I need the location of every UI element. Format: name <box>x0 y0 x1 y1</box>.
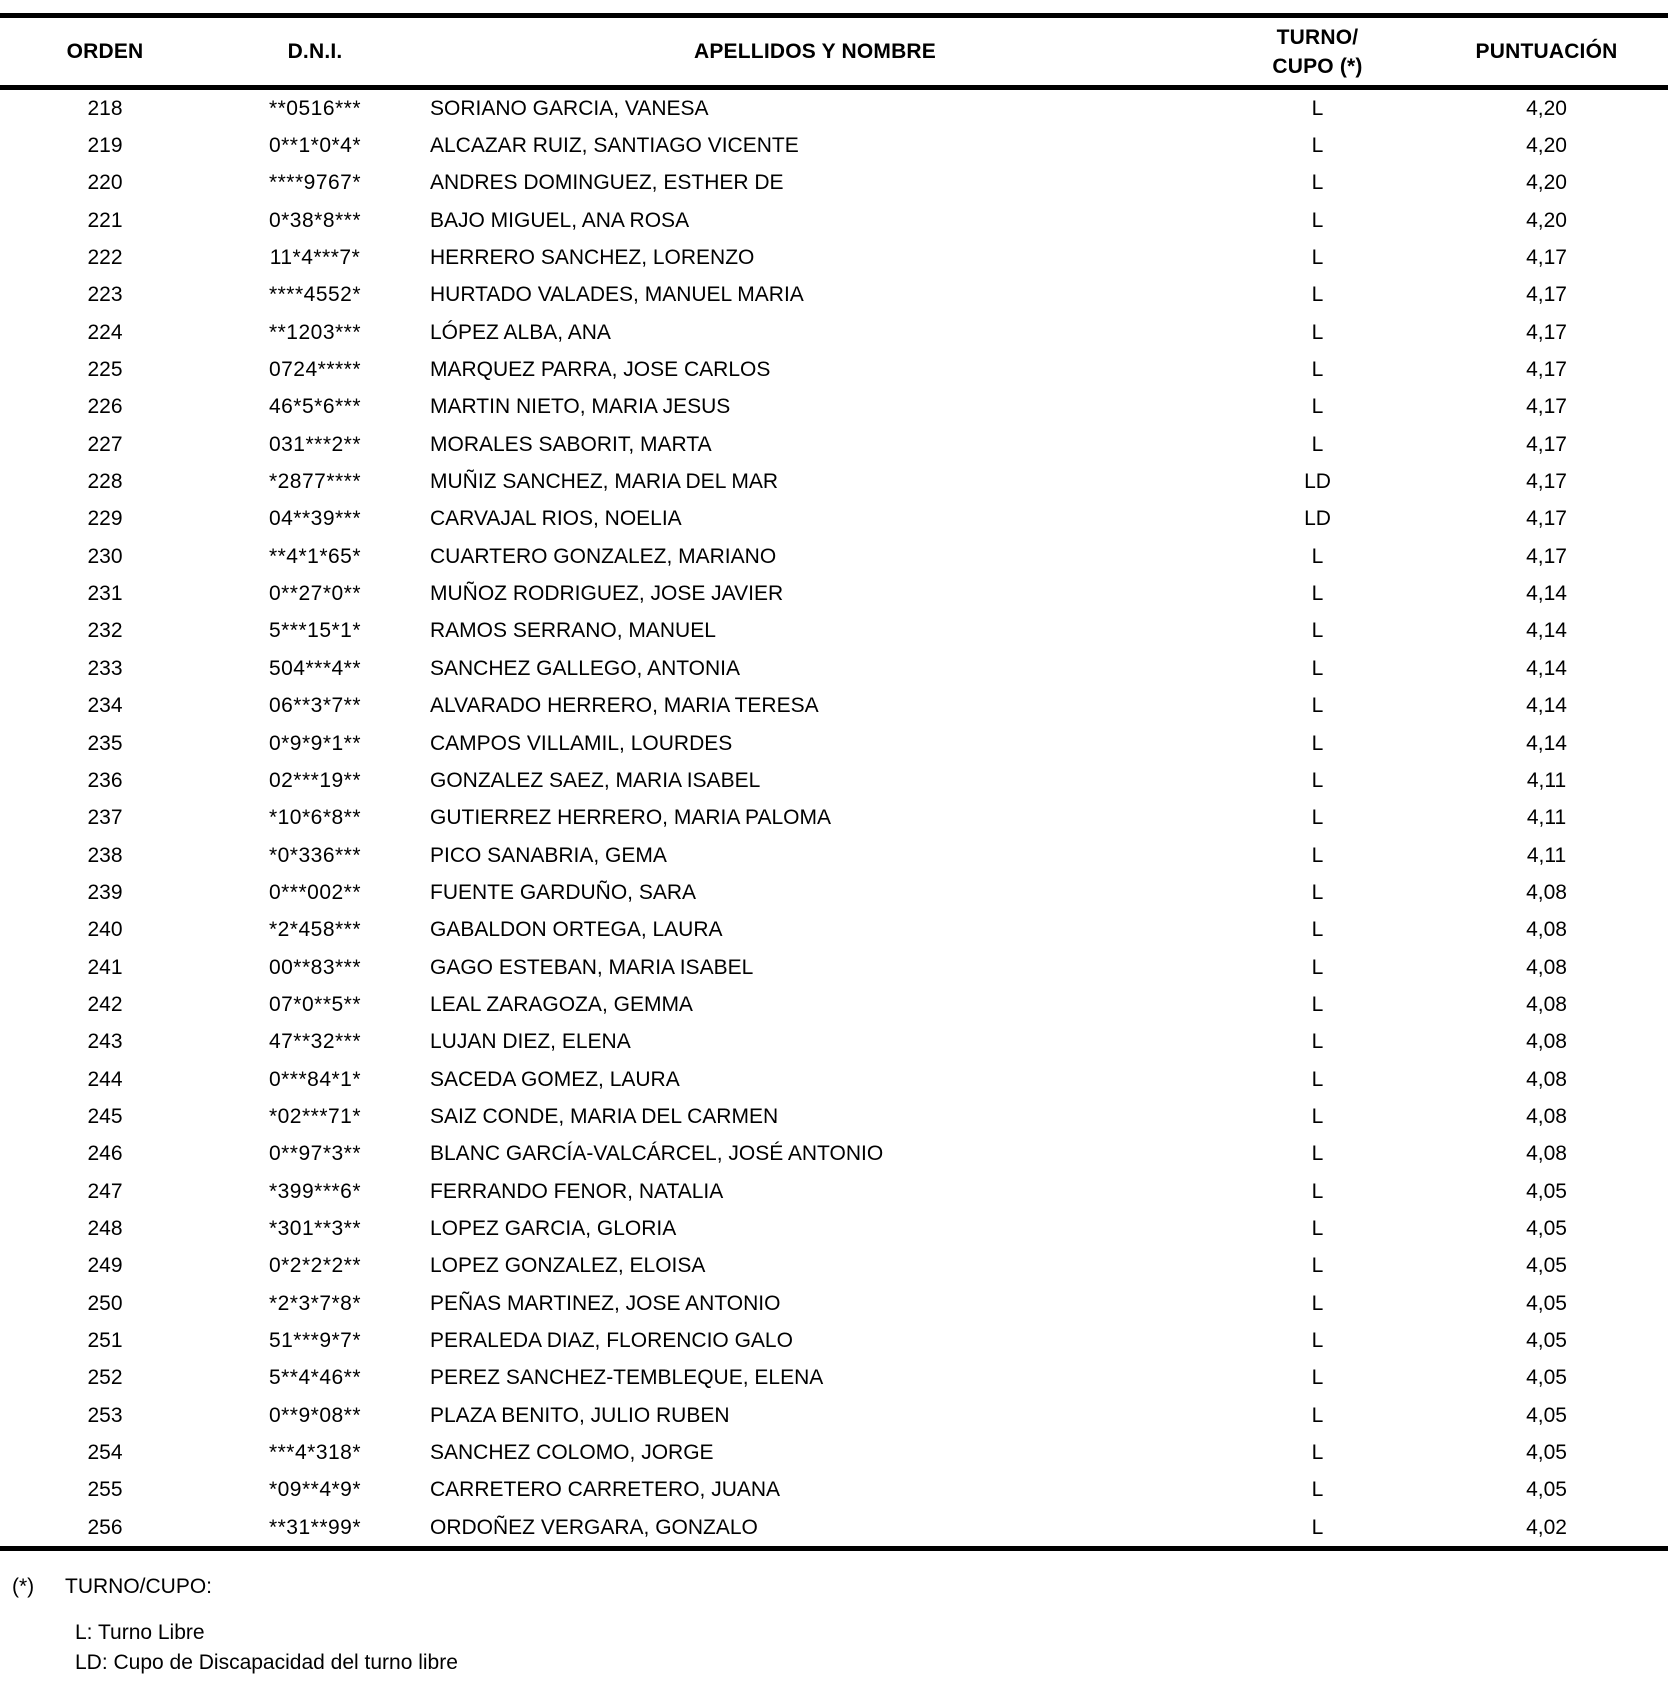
table-row <box>0 1360 1668 1397</box>
cell-nombre: HURTADO VALADES, MANUEL MARIA <box>430 283 804 307</box>
cell-nombre: BAJO MIGUEL, ANA ROSA <box>430 208 690 232</box>
cell-dni: *09**4*9* <box>268 1478 362 1502</box>
cell-orden: 230 <box>87 544 123 568</box>
cell-turno: L <box>1311 1254 1324 1278</box>
cell-dni: 5**4*46** <box>268 1366 362 1390</box>
table-row <box>0 1472 1668 1509</box>
table-row <box>0 912 1668 949</box>
footnote-item-ld: LD: Cupo de Discapacidad del turno libre <box>75 1651 458 1675</box>
cell-nombre: SANCHEZ COLOMO, JORGE <box>430 1441 714 1465</box>
header-nombre: APELLIDOS Y NOMBRE <box>420 16 1210 88</box>
table-row <box>0 538 1668 575</box>
table-row <box>0 725 1668 762</box>
footnote-item-l: L: Turno Libre <box>75 1621 205 1645</box>
cell-orden: 229 <box>87 507 123 531</box>
cell-turno: L <box>1311 208 1324 232</box>
cell-orden: 225 <box>87 358 123 382</box>
cell-orden: 246 <box>87 1142 123 1166</box>
cell-turno: L <box>1311 843 1324 867</box>
cell-nombre: SAIZ CONDE, MARIA DEL CARMEN <box>430 1104 779 1128</box>
cell-puntuacion: 4,11 <box>1526 843 1567 867</box>
cell-nombre: GONZALEZ SAEZ, MARIA ISABEL <box>430 768 761 792</box>
cell-nombre: PERALEDA DIAZ, FLORENCIO GALO <box>430 1329 793 1353</box>
cell-dni: **31**99* <box>268 1515 362 1539</box>
cell-puntuacion: 4,17 <box>1526 358 1567 382</box>
table-row <box>0 986 1668 1023</box>
cell-dni: 11*4***7* <box>269 246 361 270</box>
cell-orden: 235 <box>87 731 123 755</box>
cell-orden: 248 <box>87 1216 123 1240</box>
cell-orden: 256 <box>87 1515 123 1539</box>
table-row <box>0 88 1668 128</box>
table-row <box>0 613 1668 650</box>
cell-puntuacion: 4,20 <box>1526 208 1567 232</box>
cell-puntuacion: 4,17 <box>1526 470 1567 494</box>
cell-puntuacion: 4,05 <box>1526 1403 1567 1427</box>
header-orden: ORDEN <box>0 16 210 88</box>
table-row <box>0 1173 1668 1210</box>
table-row <box>0 1509 1668 1549</box>
cell-turno: L <box>1311 1441 1324 1465</box>
cell-puntuacion: 4,05 <box>1526 1254 1567 1278</box>
cell-dni: **4*1*65* <box>268 544 362 568</box>
cell-nombre: MUÑIZ SANCHEZ, MARIA DEL MAR <box>430 470 779 494</box>
cell-turno: L <box>1311 806 1324 830</box>
cell-dni: 46*5*6*** <box>268 395 362 419</box>
cell-turno: L <box>1311 992 1324 1016</box>
cell-turno: L <box>1311 96 1324 120</box>
cell-puntuacion: 4,05 <box>1526 1441 1567 1465</box>
table-row <box>0 501 1668 538</box>
cell-turno: LD <box>1304 507 1331 531</box>
cell-nombre: ORDOÑEZ VERGARA, GONZALO <box>430 1515 758 1539</box>
table-row <box>0 277 1668 314</box>
cell-nombre: ALCAZAR RUIZ, SANTIAGO VICENTE <box>430 134 799 158</box>
cell-dni: 47**32*** <box>268 1030 362 1054</box>
cell-dni: *399***6* <box>268 1179 362 1203</box>
table-row <box>0 165 1668 202</box>
cell-turno: L <box>1311 1366 1324 1390</box>
header-puntuacion: PUNTUACIÓN <box>1425 16 1668 88</box>
cell-dni: 5***15*1* <box>268 619 362 643</box>
table-row <box>0 1098 1668 1135</box>
cell-turno: L <box>1311 432 1324 456</box>
cell-dni: 0**9*08** <box>268 1403 362 1427</box>
cell-dni: **0516*** <box>268 96 362 120</box>
cell-orden: 232 <box>87 619 123 643</box>
cell-turno: L <box>1311 1403 1324 1427</box>
cell-orden: 250 <box>87 1291 123 1315</box>
cell-puntuacion: 4,14 <box>1526 656 1567 680</box>
cell-dni: ****4552* <box>268 283 362 307</box>
table-row <box>0 127 1668 164</box>
cell-puntuacion: 4,08 <box>1526 955 1567 979</box>
cell-puntuacion: 4,05 <box>1526 1291 1567 1315</box>
footnote-items <box>0 1618 1668 1678</box>
table-row <box>0 351 1668 388</box>
table-row <box>0 1285 1668 1322</box>
cell-nombre: LUJAN DIEZ, ELENA <box>430 1030 631 1054</box>
cell-nombre: CARVAJAL RIOS, NOELIA <box>430 507 682 531</box>
cell-nombre: FUENTE GARDUÑO, SARA <box>430 880 697 904</box>
cell-turno: L <box>1311 1067 1324 1091</box>
header-turno-line2: CUPO (*) <box>1272 54 1363 78</box>
cell-puntuacion: 4,08 <box>1526 992 1567 1016</box>
table-row <box>0 1248 1668 1285</box>
cell-nombre: MUÑOZ RODRIGUEZ, JOSE JAVIER <box>430 582 784 606</box>
footnote-marker: (*) <box>12 1575 35 1599</box>
cell-nombre: PEREZ SANCHEZ-TEMBLEQUE, ELENA <box>430 1366 824 1390</box>
cell-orden: 243 <box>87 1030 123 1054</box>
cell-turno: L <box>1311 358 1324 382</box>
cell-dni: 0*9*9*1** <box>268 731 362 755</box>
cell-nombre: CUARTERO GONZALEZ, MARIANO <box>430 544 777 568</box>
cell-dni: 02***19** <box>268 768 362 792</box>
cell-orden: 237 <box>87 806 123 830</box>
cell-dni: 0***002** <box>268 880 362 904</box>
cell-turno: L <box>1311 582 1324 606</box>
cell-turno: L <box>1311 1104 1324 1128</box>
cell-turno: L <box>1311 1216 1324 1240</box>
cell-dni: 07*0**5** <box>268 992 362 1016</box>
cell-puntuacion: 4,17 <box>1526 507 1567 531</box>
cell-puntuacion: 4,08 <box>1526 1104 1567 1128</box>
cell-puntuacion: 4,17 <box>1526 283 1567 307</box>
cell-dni: 51***9*7* <box>268 1329 362 1353</box>
cell-turno: L <box>1311 1142 1324 1166</box>
cell-orden: 234 <box>87 694 123 718</box>
cell-nombre: FERRANDO FENOR, NATALIA <box>430 1179 724 1203</box>
cell-orden: 226 <box>87 395 123 419</box>
cell-nombre: MORALES SABORIT, MARTA <box>430 432 712 456</box>
table-row <box>0 688 1668 725</box>
cell-dni: 0*2*2*2** <box>268 1254 362 1278</box>
footnote-title: TURNO/CUPO: <box>65 1575 212 1599</box>
cell-nombre: LÓPEZ ALBA, ANA <box>430 320 611 344</box>
cell-puntuacion: 4,05 <box>1526 1478 1567 1502</box>
table-row <box>0 1434 1668 1471</box>
cell-orden: 252 <box>87 1366 123 1390</box>
cell-turno: L <box>1311 1329 1324 1353</box>
cell-turno: L <box>1311 1291 1324 1315</box>
cell-nombre: CAMPOS VILLAMIL, LOURDES <box>430 731 733 755</box>
cell-orden: 228 <box>87 470 123 494</box>
cell-dni: 0724***** <box>268 358 362 382</box>
cell-orden: 222 <box>87 246 123 270</box>
cell-nombre: LOPEZ GONZALEZ, ELOISA <box>430 1254 706 1278</box>
cell-turno: L <box>1311 1478 1324 1502</box>
cell-puntuacion: 4,05 <box>1526 1216 1567 1240</box>
cell-orden: 255 <box>87 1478 123 1502</box>
cell-puntuacion: 4,08 <box>1526 918 1567 942</box>
cell-nombre: GABALDON ORTEGA, LAURA <box>430 918 723 942</box>
cell-turno: L <box>1311 768 1324 792</box>
cell-puntuacion: 4,20 <box>1526 171 1567 195</box>
cell-orden: 244 <box>87 1067 123 1091</box>
cell-dni: 0**97*3** <box>268 1142 362 1166</box>
cell-dni: ****9767* <box>268 171 362 195</box>
cell-dni: 0*38*8*** <box>268 208 362 232</box>
cell-orden: 219 <box>87 134 123 158</box>
cell-puntuacion: 4,11 <box>1526 768 1567 792</box>
cell-puntuacion: 4,05 <box>1526 1366 1567 1390</box>
cell-puntuacion: 4,17 <box>1526 544 1567 568</box>
cell-dni: *0*336*** <box>268 843 362 867</box>
cell-dni: *2*3*7*8* <box>268 1291 362 1315</box>
cell-dni: 0***84*1* <box>268 1067 362 1091</box>
cell-nombre: ANDRES DOMINGUEZ, ESTHER DE <box>430 171 784 195</box>
cell-nombre: PEÑAS MARTINEZ, JOSE ANTONIO <box>430 1291 781 1315</box>
results-table-header <box>0 16 1668 88</box>
cell-puntuacion: 4,14 <box>1526 582 1567 606</box>
cell-orden: 242 <box>87 992 123 1016</box>
cell-puntuacion: 4,17 <box>1526 246 1567 270</box>
cell-turno: L <box>1311 694 1324 718</box>
cell-nombre: MARQUEZ PARRA, JOSE CARLOS <box>430 358 771 382</box>
cell-turno: L <box>1311 246 1324 270</box>
cell-orden: 224 <box>87 320 123 344</box>
cell-dni: ***4*318* <box>268 1441 362 1465</box>
cell-turno: L <box>1311 1179 1324 1203</box>
cell-nombre: MARTIN NIETO, MARIA JESUS <box>430 395 731 419</box>
cell-nombre: SORIANO GARCIA, VANESA <box>430 96 709 120</box>
cell-orden: 245 <box>87 1104 123 1128</box>
cell-dni: 06**3*7** <box>268 694 362 718</box>
cell-turno: L <box>1311 656 1324 680</box>
cell-puntuacion: 4,20 <box>1526 96 1567 120</box>
cell-orden: 220 <box>87 171 123 195</box>
cell-dni: *301**3** <box>268 1216 362 1240</box>
cell-turno: L <box>1311 283 1324 307</box>
cell-orden: 240 <box>87 918 123 942</box>
header-turno-line1: TURNO/ <box>1276 25 1359 49</box>
cell-dni: **1203*** <box>268 320 362 344</box>
cell-nombre: PLAZA BENITO, JULIO RUBEN <box>430 1403 730 1427</box>
table-row <box>0 1136 1668 1173</box>
table-row <box>0 463 1668 500</box>
table-row <box>0 1024 1668 1061</box>
cell-turno: L <box>1311 544 1324 568</box>
cell-dni: 504***4** <box>268 656 362 680</box>
cell-turno: L <box>1311 320 1324 344</box>
cell-dni: *02***71* <box>268 1104 362 1128</box>
cell-puntuacion: 4,08 <box>1526 1142 1567 1166</box>
cell-puntuacion: 4,17 <box>1526 432 1567 456</box>
cell-orden: 218 <box>87 96 123 120</box>
table-row <box>0 426 1668 463</box>
cell-nombre: SACEDA GOMEZ, LAURA <box>430 1067 680 1091</box>
cell-orden: 227 <box>87 432 123 456</box>
cell-puntuacion: 4,11 <box>1526 806 1567 830</box>
cell-turno: L <box>1311 171 1324 195</box>
footnote-title-line <box>0 1575 1668 1599</box>
cell-puntuacion: 4,14 <box>1526 694 1567 718</box>
table-row <box>0 239 1668 276</box>
cell-nombre: LOPEZ GARCIA, GLORIA <box>430 1216 677 1240</box>
table-row <box>0 837 1668 874</box>
table-row <box>0 1397 1668 1434</box>
cell-puntuacion: 4,02 <box>1526 1515 1567 1539</box>
table-row <box>0 1061 1668 1098</box>
footnote <box>0 1575 1668 1678</box>
table-row <box>0 1210 1668 1247</box>
cell-puntuacion: 4,05 <box>1526 1329 1567 1353</box>
cell-turno: L <box>1311 1030 1324 1054</box>
cell-turno: L <box>1311 955 1324 979</box>
cell-dni: 0**27*0** <box>268 582 362 606</box>
cell-puntuacion: 4,14 <box>1526 731 1567 755</box>
cell-puntuacion: 4,17 <box>1526 395 1567 419</box>
cell-orden: 251 <box>87 1329 123 1353</box>
results-table-body <box>0 88 1668 1549</box>
cell-puntuacion: 4,14 <box>1526 619 1567 643</box>
cell-dni: 0**1*0*4* <box>268 134 362 158</box>
cell-turno: L <box>1311 1515 1324 1539</box>
cell-dni: *2*458*** <box>268 918 362 942</box>
cell-nombre: GAGO ESTEBAN, MARIA ISABEL <box>430 955 754 979</box>
results-table <box>0 13 1668 1551</box>
cell-turno: LD <box>1304 470 1331 494</box>
cell-puntuacion: 4,08 <box>1526 880 1567 904</box>
cell-orden: 239 <box>87 880 123 904</box>
cell-puntuacion: 4,08 <box>1526 1030 1567 1054</box>
cell-nombre: CARRETERO CARRETERO, JUANA <box>430 1478 781 1502</box>
cell-nombre: ALVARADO HERRERO, MARIA TERESA <box>430 694 819 718</box>
cell-dni: 00**83*** <box>268 955 362 979</box>
cell-nombre: HERRERO SANCHEZ, LORENZO <box>430 246 755 270</box>
cell-orden: 231 <box>87 582 123 606</box>
cell-nombre: RAMOS SERRANO, MANUEL <box>430 619 716 643</box>
table-row <box>0 1322 1668 1359</box>
table-row <box>0 575 1668 612</box>
cell-puntuacion: 4,17 <box>1526 320 1567 344</box>
cell-orden: 233 <box>87 656 123 680</box>
cell-orden: 238 <box>87 843 123 867</box>
cell-orden: 223 <box>87 283 123 307</box>
cell-turno: L <box>1311 880 1324 904</box>
cell-nombre: SANCHEZ GALLEGO, ANTONIA <box>430 656 741 680</box>
header-dni: D.N.I. <box>210 16 420 88</box>
table-row <box>0 389 1668 426</box>
cell-orden: 253 <box>87 1403 123 1427</box>
cell-turno: L <box>1311 918 1324 942</box>
cell-nombre: PICO SANABRIA, GEMA <box>430 843 667 867</box>
cell-dni: 04**39*** <box>268 507 362 531</box>
table-row <box>0 949 1668 986</box>
cell-dni: 031***2** <box>268 432 362 456</box>
cell-turno: L <box>1311 134 1324 158</box>
cell-puntuacion: 4,20 <box>1526 134 1567 158</box>
cell-orden: 247 <box>87 1179 123 1203</box>
table-row <box>0 762 1668 799</box>
table-row <box>0 874 1668 911</box>
table-row <box>0 314 1668 351</box>
cell-orden: 249 <box>87 1254 123 1278</box>
table-row <box>0 650 1668 687</box>
table-row <box>0 202 1668 239</box>
cell-nombre: LEAL ZARAGOZA, GEMMA <box>430 992 693 1016</box>
header-row <box>0 16 1668 88</box>
cell-puntuacion: 4,05 <box>1526 1179 1567 1203</box>
cell-orden: 241 <box>87 955 123 979</box>
cell-nombre: GUTIERREZ HERRERO, MARIA PALOMA <box>430 806 831 830</box>
cell-puntuacion: 4,08 <box>1526 1067 1567 1091</box>
cell-turno: L <box>1311 395 1324 419</box>
cell-turno: L <box>1311 731 1324 755</box>
cell-dni: *10*6*8** <box>268 806 362 830</box>
header-turno-cupo <box>1210 16 1425 88</box>
cell-nombre: BLANC GARCÍA-VALCÁRCEL, JOSÉ ANTONIO <box>430 1142 884 1166</box>
cell-turno: L <box>1311 619 1324 643</box>
cell-dni: *2877**** <box>268 470 362 494</box>
cell-orden: 236 <box>87 768 123 792</box>
table-row <box>0 800 1668 837</box>
cell-orden: 254 <box>87 1441 123 1465</box>
cell-orden: 221 <box>87 208 123 232</box>
